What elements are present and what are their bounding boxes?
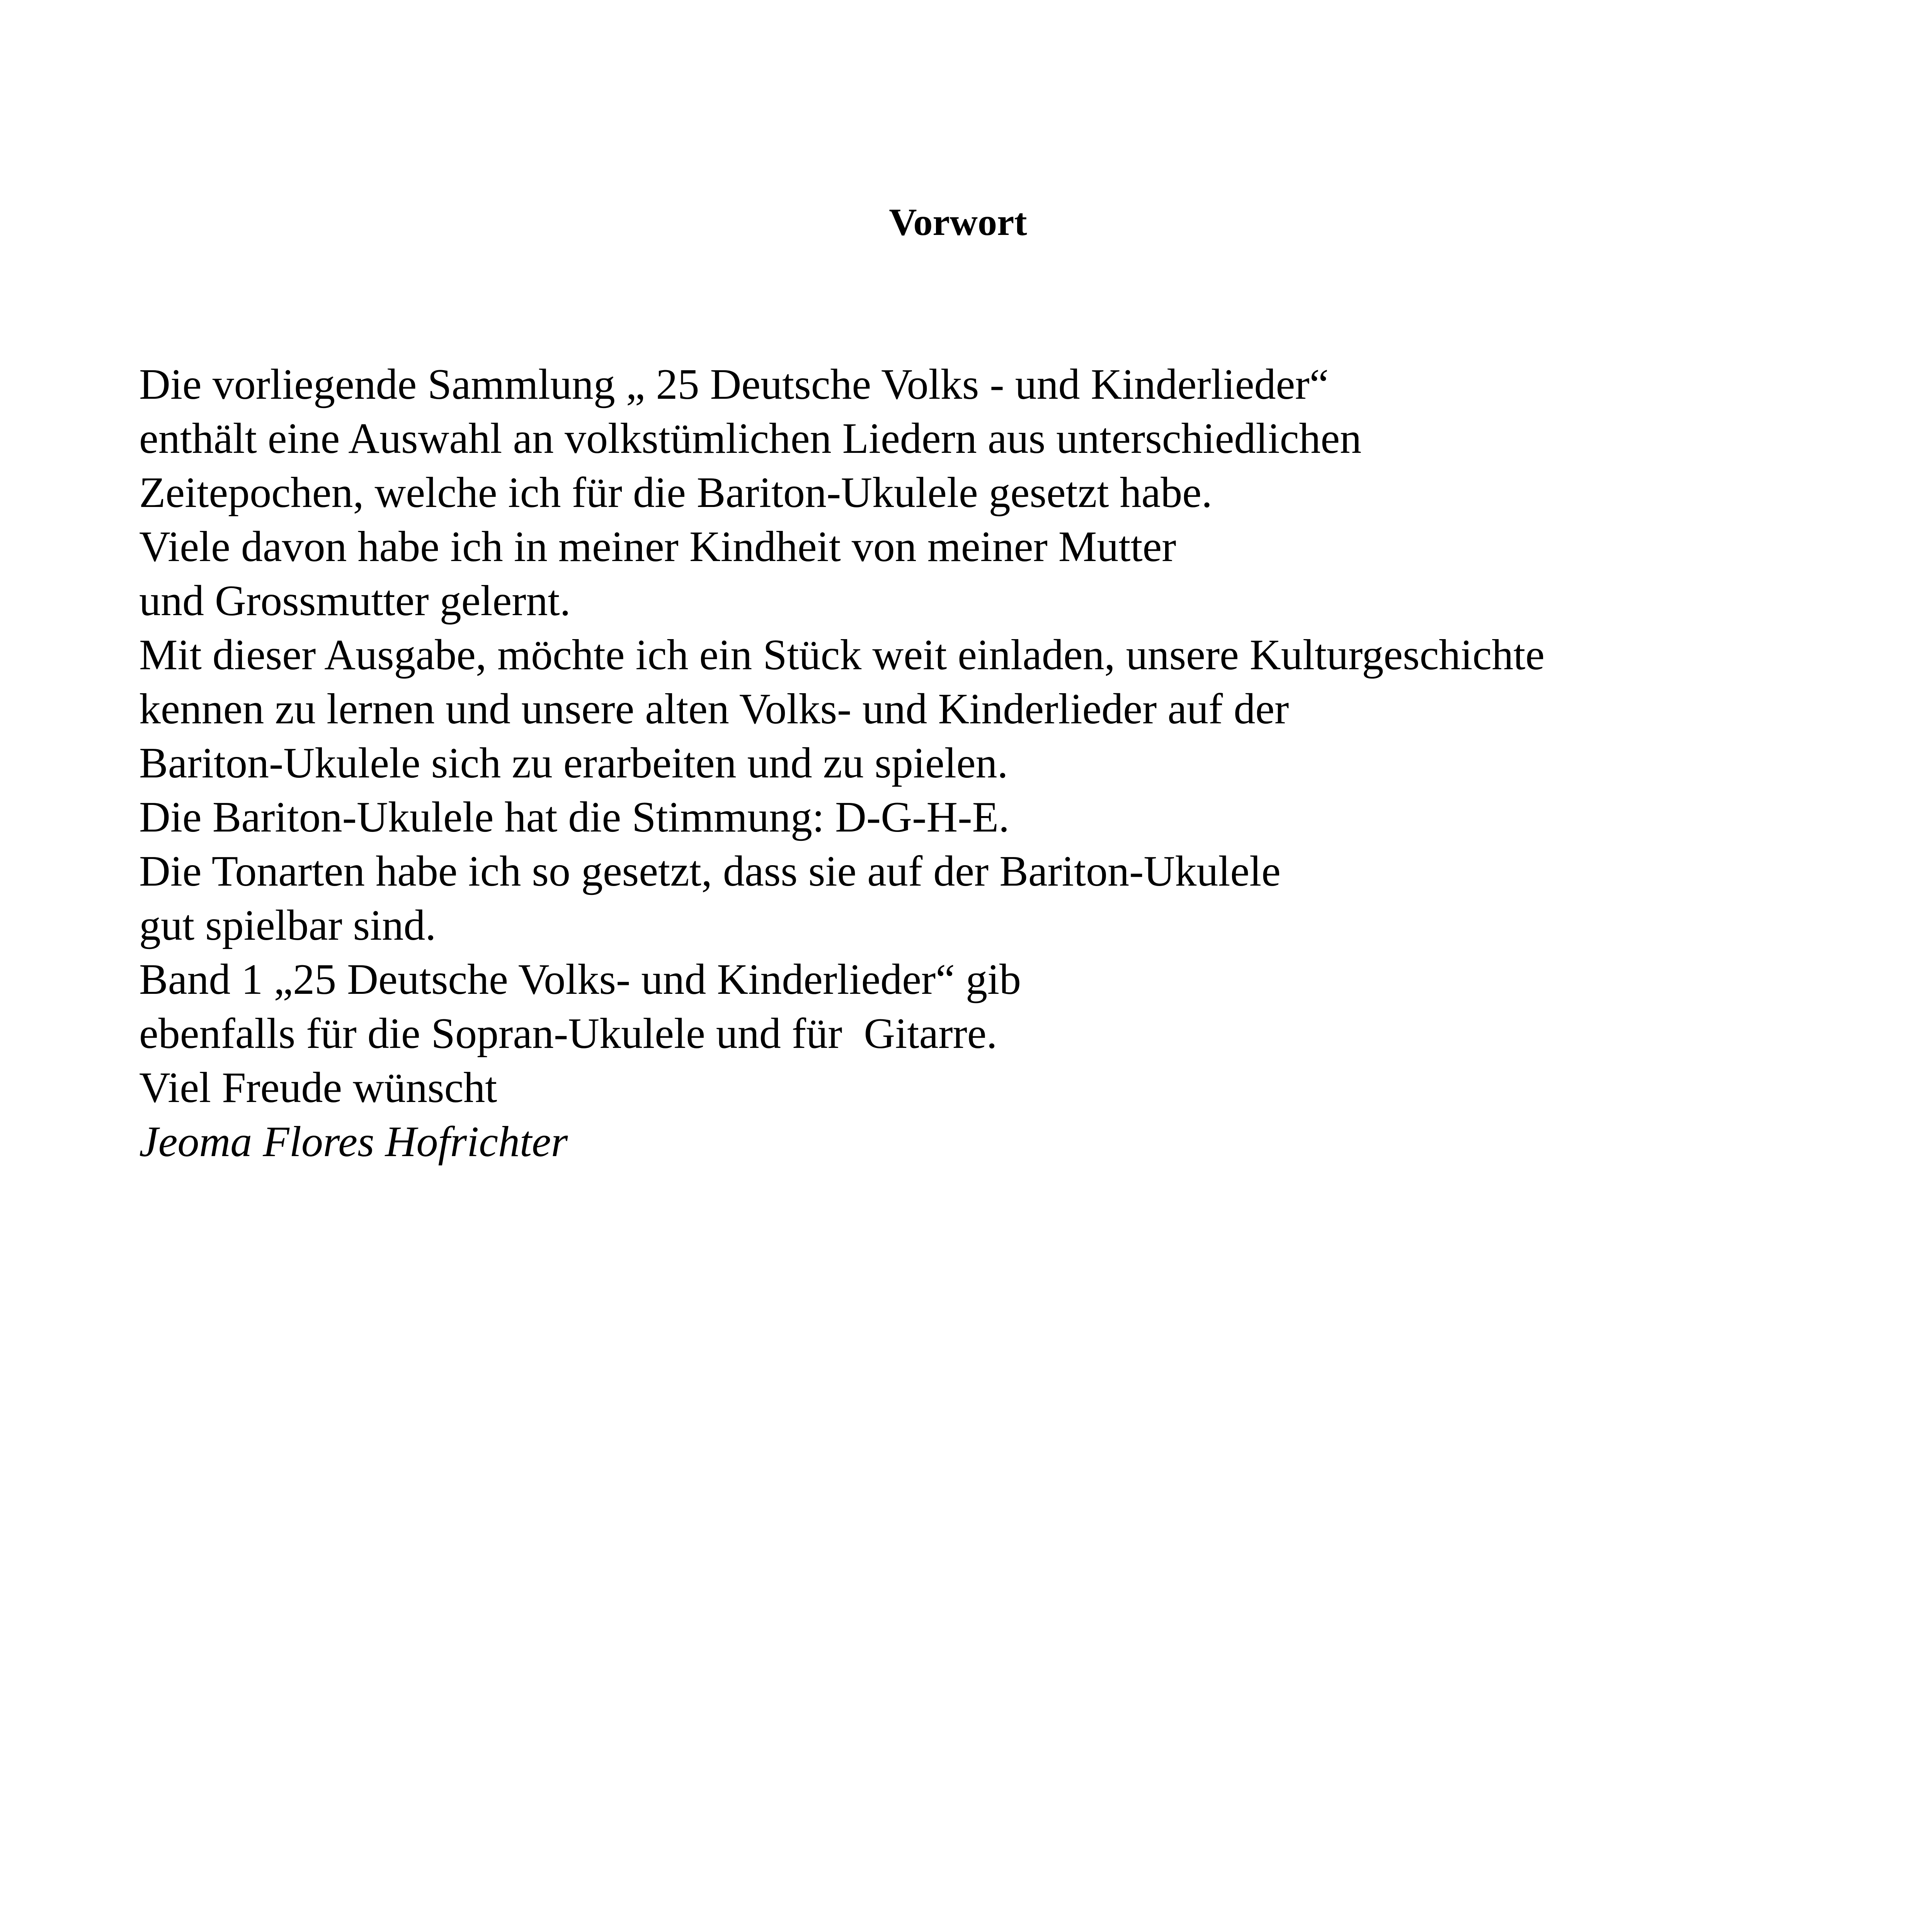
text-line: Zeitepochen, welche ich für die Bariton-Ukulele gesetzt habe. — [139, 469, 1213, 517]
text-line: und Grossmutter gelernt. — [139, 577, 571, 625]
text-line: Die Tonarten habe ich so gesetzt, dass sie auf der Bariton-Ukulele — [139, 847, 1281, 895]
text-line: Die Bariton-Ukulele hat die Stimmung: D-G-H-E. — [139, 793, 1009, 841]
text-line: Mit dieser Ausgabe, möchte ich ein Stück weit einladen, unsere Kulturgeschichte — [139, 631, 1545, 679]
text-line: kennen zu lernen und unsere alten Volks- und Kinderlieder auf der — [139, 685, 1289, 733]
author-signature: Jeoma Flores Hofrichter — [139, 1118, 568, 1166]
text-line: gut spielbar sind. — [139, 901, 436, 949]
text-line: Viel Freude wünscht — [139, 1064, 497, 1112]
foreword-body — [139, 357, 1801, 1169]
text-line: ebenfalls für die Sopran-Ukulele und für Gitarre. — [139, 1010, 997, 1058]
text-line: Band 1 „25 Deutsche Volks- und Kinderlieder“ gib — [139, 956, 1021, 1003]
text-line: enthält eine Auswahl an volkstümlichen Liedern aus unterschiedlichen — [139, 415, 1362, 463]
text-line: Bariton-Ukulele sich zu erarbeiten und zu spielen. — [139, 739, 1008, 787]
page-title: Vorwort — [889, 201, 1027, 243]
text-line: Die vorliegende Sammlung „ 25 Deutsche Volks - und Kinderlieder“ — [139, 361, 1329, 408]
text-line: Viele davon habe ich in meiner Kindheit von meiner Mutter — [139, 523, 1176, 571]
